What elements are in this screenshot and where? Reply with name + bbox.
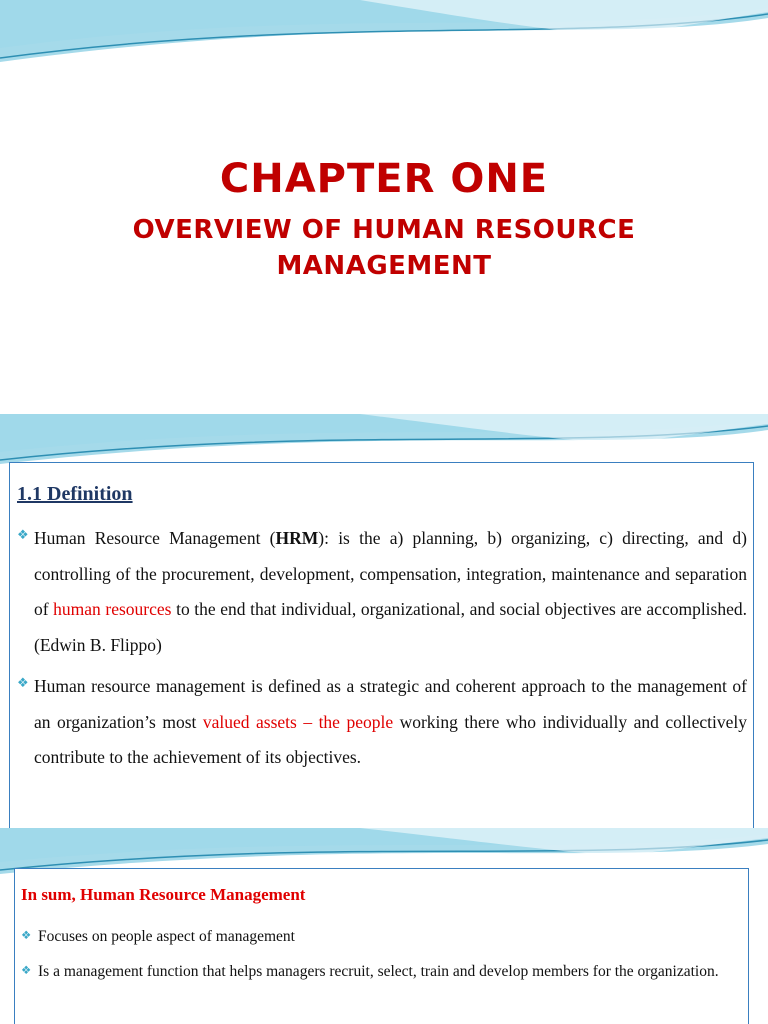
diamond-bullet-icon: ❖ — [17, 676, 29, 691]
chapter-title: CHAPTER ONE — [219, 156, 549, 202]
summary-content-box — [14, 868, 749, 1024]
list-item: ❖ Focuses on people aspect of management — [21, 921, 743, 953]
summary-slide — [0, 828, 768, 1024]
highlight-valued-assets: valued assets – the people — [202, 711, 394, 732]
wave-header-decoration — [0, 0, 768, 70]
highlight-human-resources: human resources — [53, 599, 172, 619]
section-heading: 1.1 Definition — [17, 483, 133, 505]
list-item: ❖ Human Resource Management (HRM): is the a) planning, b) organizing, c) directing, and d) controlling of the procurement, development, compensation, integration, maintenance and separation of human resources to the end that individual, organizational, and social objectives are accomplished. (Edwin B. Flippo) — [17, 521, 747, 663]
hrm-abbreviation: HRM — [275, 528, 319, 548]
list-item: ❖ Human resource management is defined as a strategic and coherent approach to the management of an organization’s most valued assets – the people working there who individually and collectively contribute to the achievement of its objectives. — [17, 669, 747, 776]
summary-bullets — [21, 921, 743, 988]
definition-slide — [0, 414, 768, 828]
diamond-bullet-icon: ❖ — [21, 963, 32, 977]
diamond-bullet-icon: ❖ — [21, 928, 32, 942]
list-item: ❖ Is a management function that helps managers recruit, select, train and develop members for the organization. — [21, 956, 743, 988]
summary-heading: In sum, Human Resource Management — [21, 885, 306, 904]
definition-bullets — [17, 521, 747, 776]
chapter-subtitle: OVERVIEW OF HUMAN RESOURCE MANAGEMENT — [132, 215, 636, 281]
title-slide — [0, 0, 768, 414]
diamond-bullet-icon: ❖ — [17, 528, 29, 543]
definition-content-box — [9, 462, 754, 828]
